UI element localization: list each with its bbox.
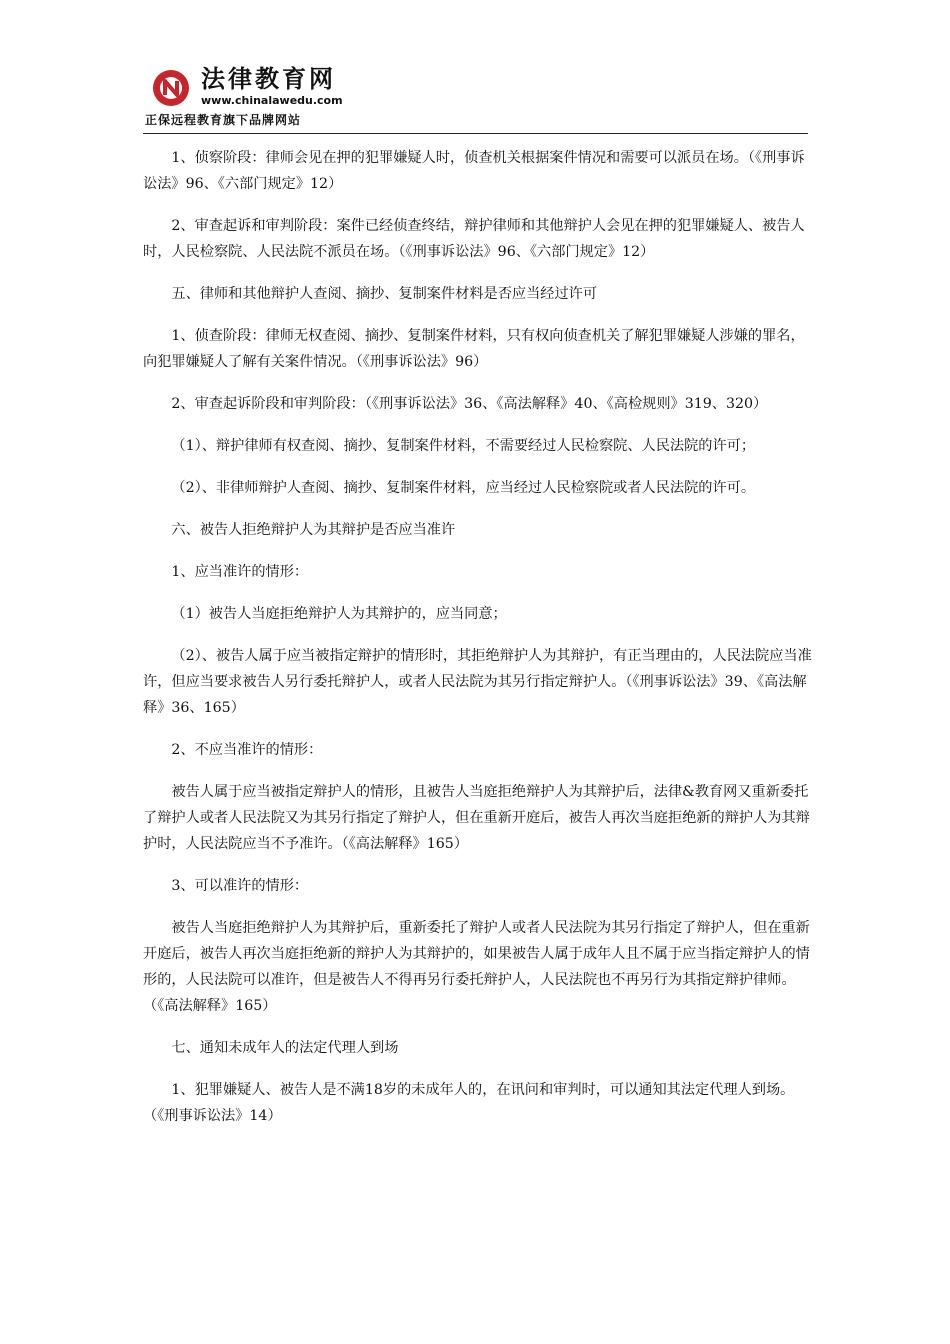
section-heading: 六、被告人拒绝辩护人为其辩护是否应当准许 — [171, 522, 456, 538]
paragraph: 1、侦查阶段：律师无权查阅、摘抄、复制案件材料，只有权向侦查机关了解犯罪嫌疑人涉嫌的罪名，向犯罪嫌疑人了解有关案件情况。（《刑事诉讼法》96） — [143, 328, 805, 370]
chinalawedu-logo-icon — [151, 68, 191, 108]
brand-name: 法律教育网 — [201, 65, 336, 93]
paragraph: 被告人属于应当被指定辩护人的情形，且被告人当庭拒绝辩护人为其辩护后，法律&教育网又重新委托了辩护人或者人民法院又为其另行指定了辩护人，但在重新开庭后，被告人再次当庭拒绝新的辩护人为其辩护时，人民法院应当不予准许。（《高法解释》165） — [143, 784, 810, 852]
paragraph: （2）、被告人属于应当被指定辩护的情形时，其拒绝辩护人为其辩护，有正当理由的，人民法院应当准许，但应当要求被告人另行委托辩护人，或者人民法院为其另行指定辩护人。（《刑事诉讼法》39、《高法解释》36、165） — [143, 648, 812, 716]
paragraph: 1、犯罪嫌疑人、被告人是不满18岁的未成年人的，在讯问和审判时，可以通知其法定代理人到场。（《刑事诉讼法》14） — [143, 1082, 795, 1124]
brand-slogan: 正保远程教育旗下品牌网站 — [145, 113, 302, 127]
paragraph: 1、应当准许的情形： — [171, 564, 309, 580]
paragraph: 1、侦察阶段：律师会见在押的犯罪嫌疑人时，侦查机关根据案件情况和需要可以派员在场。（《刑事诉讼法》96、《六部门规定》12） — [143, 150, 805, 192]
header-divider — [143, 133, 808, 134]
paragraph: 3、可以准许的情形： — [171, 878, 309, 894]
document-body — [143, 145, 813, 1145]
paragraph: （1）被告人当庭拒绝辩护人为其辩护的，应当同意； — [171, 606, 507, 622]
section-heading: 五、律师和其他辩护人查阅、摘抄、复制案件材料是否应当经过许可 — [171, 286, 598, 302]
brand-url[interactable]: www.chinalawedu.com — [201, 94, 343, 107]
paragraph: 2、审查起诉和审判阶段：案件已经侦查终结，辩护律师和其他辩护人会见在押的犯罪嫌疑人、被告人时，人民检察院、人民法院不派员在场。（《刑事诉讼法》96、《六部门规定》12） — [143, 218, 805, 260]
paragraph: （1）、辩护律师有权查阅、摘抄、复制案件材料，不需要经过人民检察院、人民法院的许可； — [171, 438, 756, 454]
paragraph: 2、审查起诉阶段和审判阶段：（《刑事诉讼法》36、《高法解释》40、《高检规则》319、320） — [171, 396, 768, 412]
paragraph: 2、不应当准许的情形： — [171, 742, 323, 758]
paragraph: 被告人当庭拒绝辩护人为其辩护后，重新委托了辩护人或者人民法院为其另行指定了辩护人，但在重新开庭后，被告人再次当庭拒绝新的辩护人为其辩护的，如果被告人属于成年人且不属于应当指定辩护人的情形的，人民法院可以准许，但是被告人不得再另行委托辩护人，人民法院也不再另行为其指定辩护律师。（《高法解释》165） — [143, 920, 810, 1014]
section-heading: 七、通知未成年人的法定代理人到场 — [171, 1040, 399, 1056]
site-header — [143, 60, 808, 134]
paragraph: （2）、非律师辩护人查阅、摘抄、复制案件材料，应当经过人民检察院或者人民法院的许可。 — [171, 480, 756, 496]
